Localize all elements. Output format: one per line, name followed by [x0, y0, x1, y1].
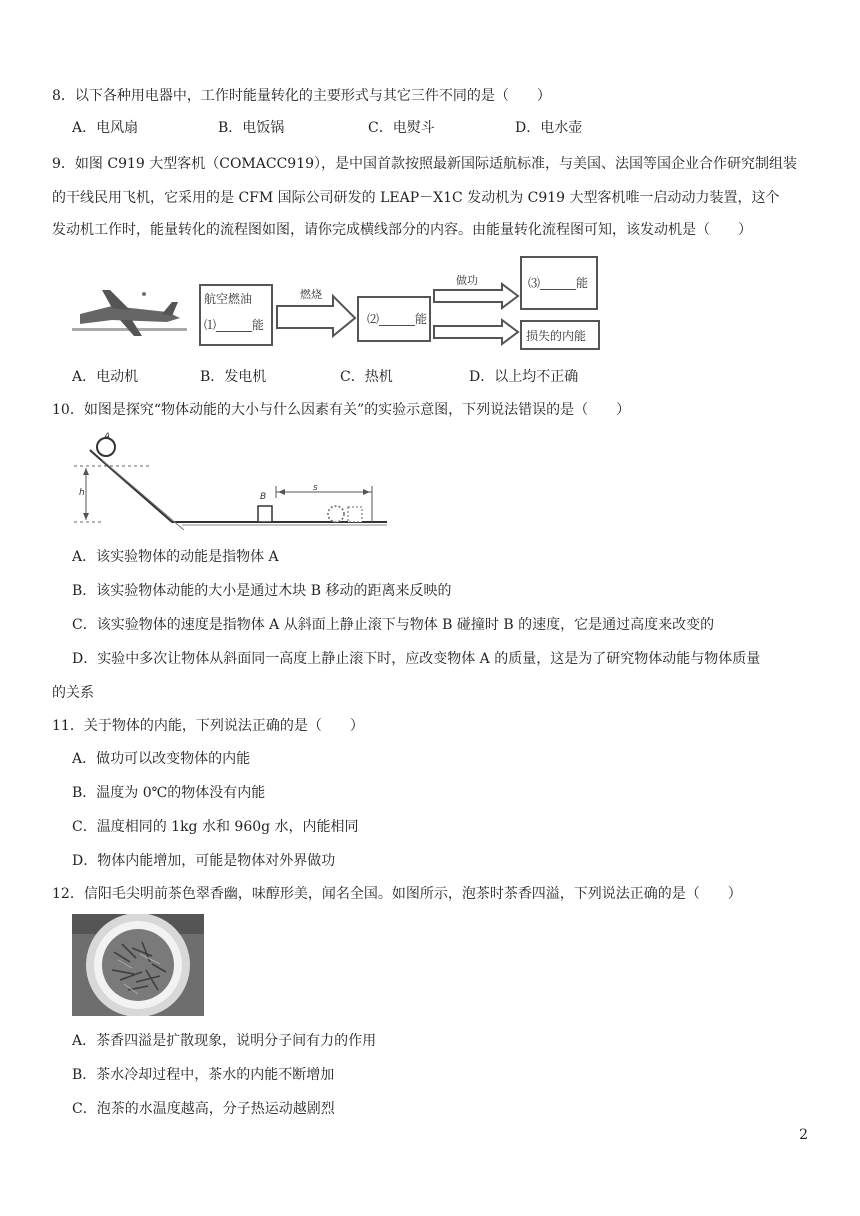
q9-option-c: C．热机 — [340, 369, 393, 385]
q11-option-c: C．温度相同的 1kg 水和 960g 水，内能相同 — [72, 819, 359, 835]
q10-option-b: B．该实验物体动能的大小是通过木块 B 移动的距离来反映的 — [72, 583, 452, 599]
fuel-box-blank: ⑴______能 — [204, 318, 265, 332]
lost-energy-box — [520, 320, 600, 350]
distance-label: s — [313, 483, 318, 493]
work-arrow-label: 做功 — [456, 274, 478, 287]
q9-line-3: 发动机工作时，能量转化的流程图如图，请你完成横线部分的内容。由能量转化流程图可知，该发动机是（ ） — [52, 222, 752, 238]
q9-line-1: 9．如图 C919 大型客机（COMACC919），是中国首款按照最新国际适航标准，与美国、法国等国企业合作研究制组装 — [52, 156, 798, 172]
q11-option-b: B．温度为 0℃的物体没有内能 — [72, 785, 266, 801]
q8-option-d: D．电水壶 — [515, 120, 583, 136]
energy-box-2 — [357, 296, 431, 342]
q10-stem: 10．如图是探究“物体动能的大小与什么因素有关”的实验示意图，下列说法错误的是（ ） — [52, 402, 631, 418]
q9-option-b: B．发电机 — [200, 369, 267, 385]
airplane-image — [72, 284, 187, 339]
loss-arrow — [432, 318, 522, 346]
q11-option-a: A．做功可以改变物体的内能 — [72, 751, 251, 767]
q12-option-a: A．茶香四溢是扩散现象，说明分子间有力的作用 — [72, 1033, 377, 1049]
q9-option-d: D．以上均不正确 — [469, 369, 579, 385]
q10-option-a: A．该实验物体的动能是指物体 A — [72, 549, 279, 565]
energy-box-3-blank: ⑶______能 — [528, 276, 589, 290]
height-label: h — [79, 488, 85, 498]
fuel-box-title: 航空燃油 — [204, 292, 253, 306]
tea-photo — [72, 914, 204, 1016]
q12-option-b: B．茶水冷却过程中，茶水的内能不断增加 — [72, 1067, 335, 1083]
q10-option-d: D．实验中多次让物体从斜面同一高度上静止滚下时，应改变物体 A 的质量，这是为了研究物体动能与物体质量 — [72, 651, 761, 667]
ball-label: A — [104, 432, 111, 442]
incline-experiment-figure — [72, 430, 402, 530]
fuel-box — [199, 284, 273, 346]
q12-option-c: C．泡茶的水温度越高，分子热运动越剧烈 — [72, 1101, 335, 1117]
q9-option-a: A．电动机 — [72, 369, 139, 385]
q10-option-d-cont: 的关系 — [52, 685, 94, 701]
q8-option-a: A．电风扇 — [72, 120, 139, 136]
q11-stem: 11．关于物体的内能，下列说法正确的是（ ） — [52, 718, 364, 734]
q11-option-d: D．物体内能增加，可能是物体对外界做功 — [72, 853, 336, 869]
q9-line-2: 的干线民用飞机，它采用的是 CFM 国际公司研发的 LEAP－X1C 发动机为 C919 大型客机唯一启动动力装置，这个 — [52, 190, 780, 206]
energy-box-2-blank: ⑵______能 — [367, 312, 428, 326]
q8-option-c: C．电熨斗 — [368, 120, 435, 136]
page-number: 2 — [799, 1127, 808, 1143]
q12-stem: 12．信阳毛尖明前茶色翠香幽，味醇形美，闻名全国。如图所示，泡茶时茶香四溢，下列说法正确的是（ ） — [52, 886, 742, 902]
energy-box-3 — [520, 256, 598, 310]
q10-option-c: C．该实验物体的速度是指物体 A 从斜面上静止滚下与物体 B 碰撞时 B 的速度，它是通过高度来改变的 — [72, 617, 715, 633]
q8-option-b: B．电饭锅 — [218, 120, 285, 136]
lost-energy-label: 损失的内能 — [526, 329, 587, 343]
q8-stem: 8．以下各种用电器中，工作时能量转化的主要形式与其它三件不同的是（ ） — [52, 88, 551, 104]
block-label: B — [260, 492, 267, 502]
burn-arrow-label: 燃烧 — [300, 288, 322, 301]
